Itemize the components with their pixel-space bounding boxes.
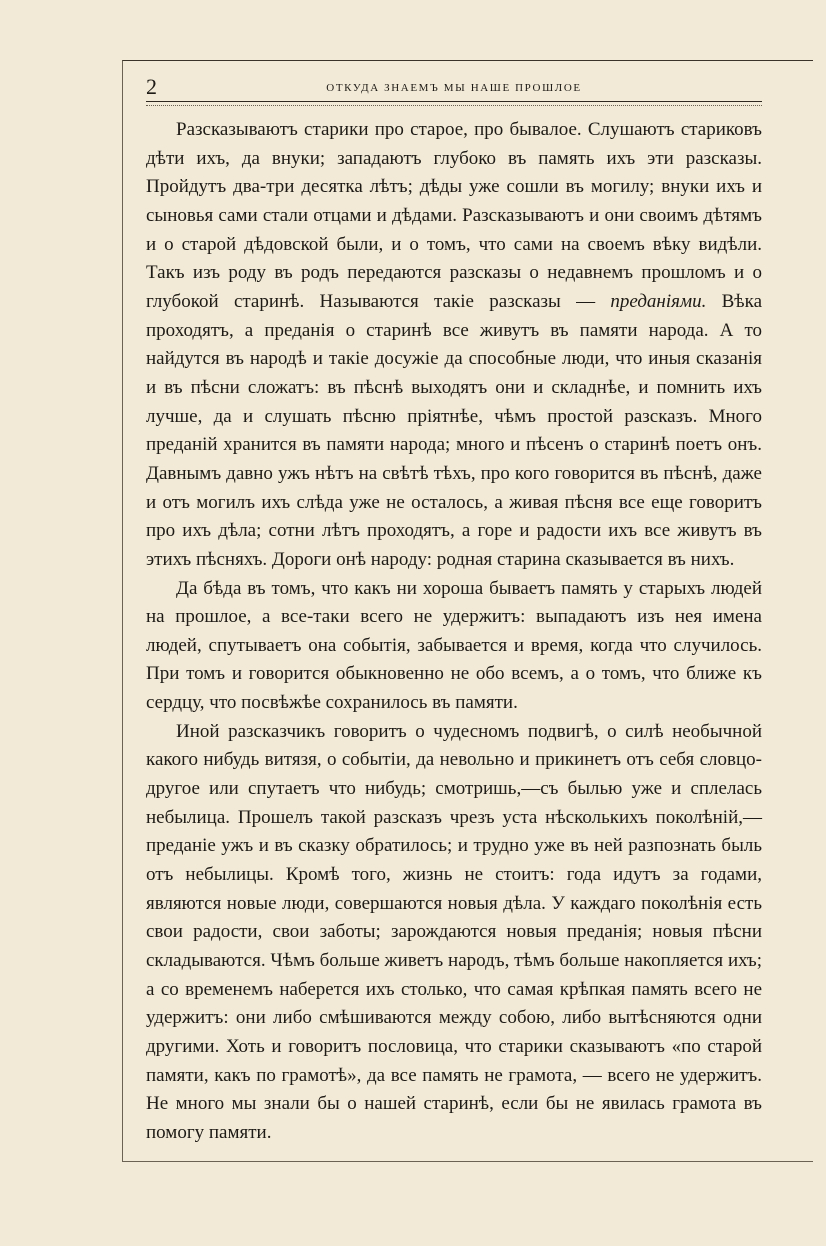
page-header — [146, 74, 762, 104]
body-text — [146, 116, 762, 1148]
paragraph-1 — [146, 116, 762, 575]
paragraph-1-emphasis: преданіями. — [610, 290, 707, 312]
running-title: ОТКУДА ЗНАЕМЪ МЫ НАШЕ ПРОШЛОЕ — [326, 82, 582, 94]
paragraph-1-part-1: Разсказываютъ старики про старое, про бывалое. Слушаютъ стариковъ дѣти ихъ, да внуки; западаютъ глубоко въ память ихъ эти разсказы. Пройдутъ два-три десятка лѣтъ; дѣды уже сошли въ могилу; внуки ихъ и сыновья сами стали отцами и дѣдами. Разсказываютъ и они своимъ дѣтямъ и о старой дѣдовской были, и о томъ, что сами на своемъ вѣку видѣли. Такъ изъ роду въ родъ передаются разсказы о недавнемъ прошломъ и о глубокой старинѣ. Называются такіе разсказы — — [146, 119, 762, 312]
paragraph-2: Да бѣда въ томъ, что какъ ни хороша бываетъ память у старыхъ людей на прошлое, а все-таки всего не удержитъ: выпадаютъ изъ нея имена людей, спутываетъ она событія, забывается и время, когда что случилось. При томъ и говорится обыкновенно не обо всемъ, а о томъ, что ближе къ сердцу, что посвѣжѣе сохранилось въ памяти. — [146, 577, 762, 714]
paragraph-3: Иной разсказчикъ говоритъ о чудесномъ подвигѣ, о силѣ необычной какого нибудь витязя, о событіи, да невольно и прикинетъ отъ себя словцо-другое или спутаетъ что нибудь; смотришь,—съ былью уже и сплелась небылица. Прошелъ такой разсказъ чрезъ уста нѣсколькихъ поколѣній,—преданіе ужъ и въ сказку обратилось; и трудно уже въ ней разпознать быль отъ небылицы. Кромѣ того, жизнь не стоитъ: года идутъ за годами, являются новые люди, совершаются новыя дѣла. У каждаго поколѣнія есть свои радости, свои заботы; зарождаются новыя преданія; новыя пѣсни складываются. Чѣмъ больше живетъ народъ, тѣмъ больше накопляется ихъ; а со временемъ наберется ихъ столько, что самая крѣпкая память всего не удержитъ: они либо смѣшиваются между собою, либо вытѣсняются одни другими. Хоть и говоритъ пословица, что старики сказываютъ «по старой памяти, какъ по грамотѣ», да все память не грамота, — всего не удержитъ. Не много мы знали бы о нашей старинѣ, если бы не явилась грамота въ помогу памяти. — [146, 720, 762, 1143]
page-number: 2 — [146, 74, 157, 99]
paragraph-1-part-2: Вѣка проходятъ, а преданія о старинѣ все живутъ въ памяти народа. А то найдутся въ народѣ и такіе досужіе да способные люди, что иныя сказанія и въ пѣсни сложатъ: въ пѣснѣ выходятъ они и складнѣе, и помнить ихъ лучше, да и слушать пѣсню пріятнѣе, чѣмъ простой разсказъ. Много преданій хранится въ памяти народа; много и пѣсенъ о старинѣ поетъ онъ. Давнымъ давно ужъ нѣтъ на свѣтѣ тѣхъ, про кого говорится въ пѣснѣ, даже и отъ могилъ ихъ слѣда уже не осталось, а живая пѣсня все еще говоритъ про ихъ дѣла; сотни лѣтъ проходятъ, а горе и радости ихъ все живутъ въ этихъ пѣсняхъ. Дороги онѣ народу: родная старина сказывается въ нихъ. — [146, 290, 762, 570]
header-rule — [146, 101, 762, 108]
